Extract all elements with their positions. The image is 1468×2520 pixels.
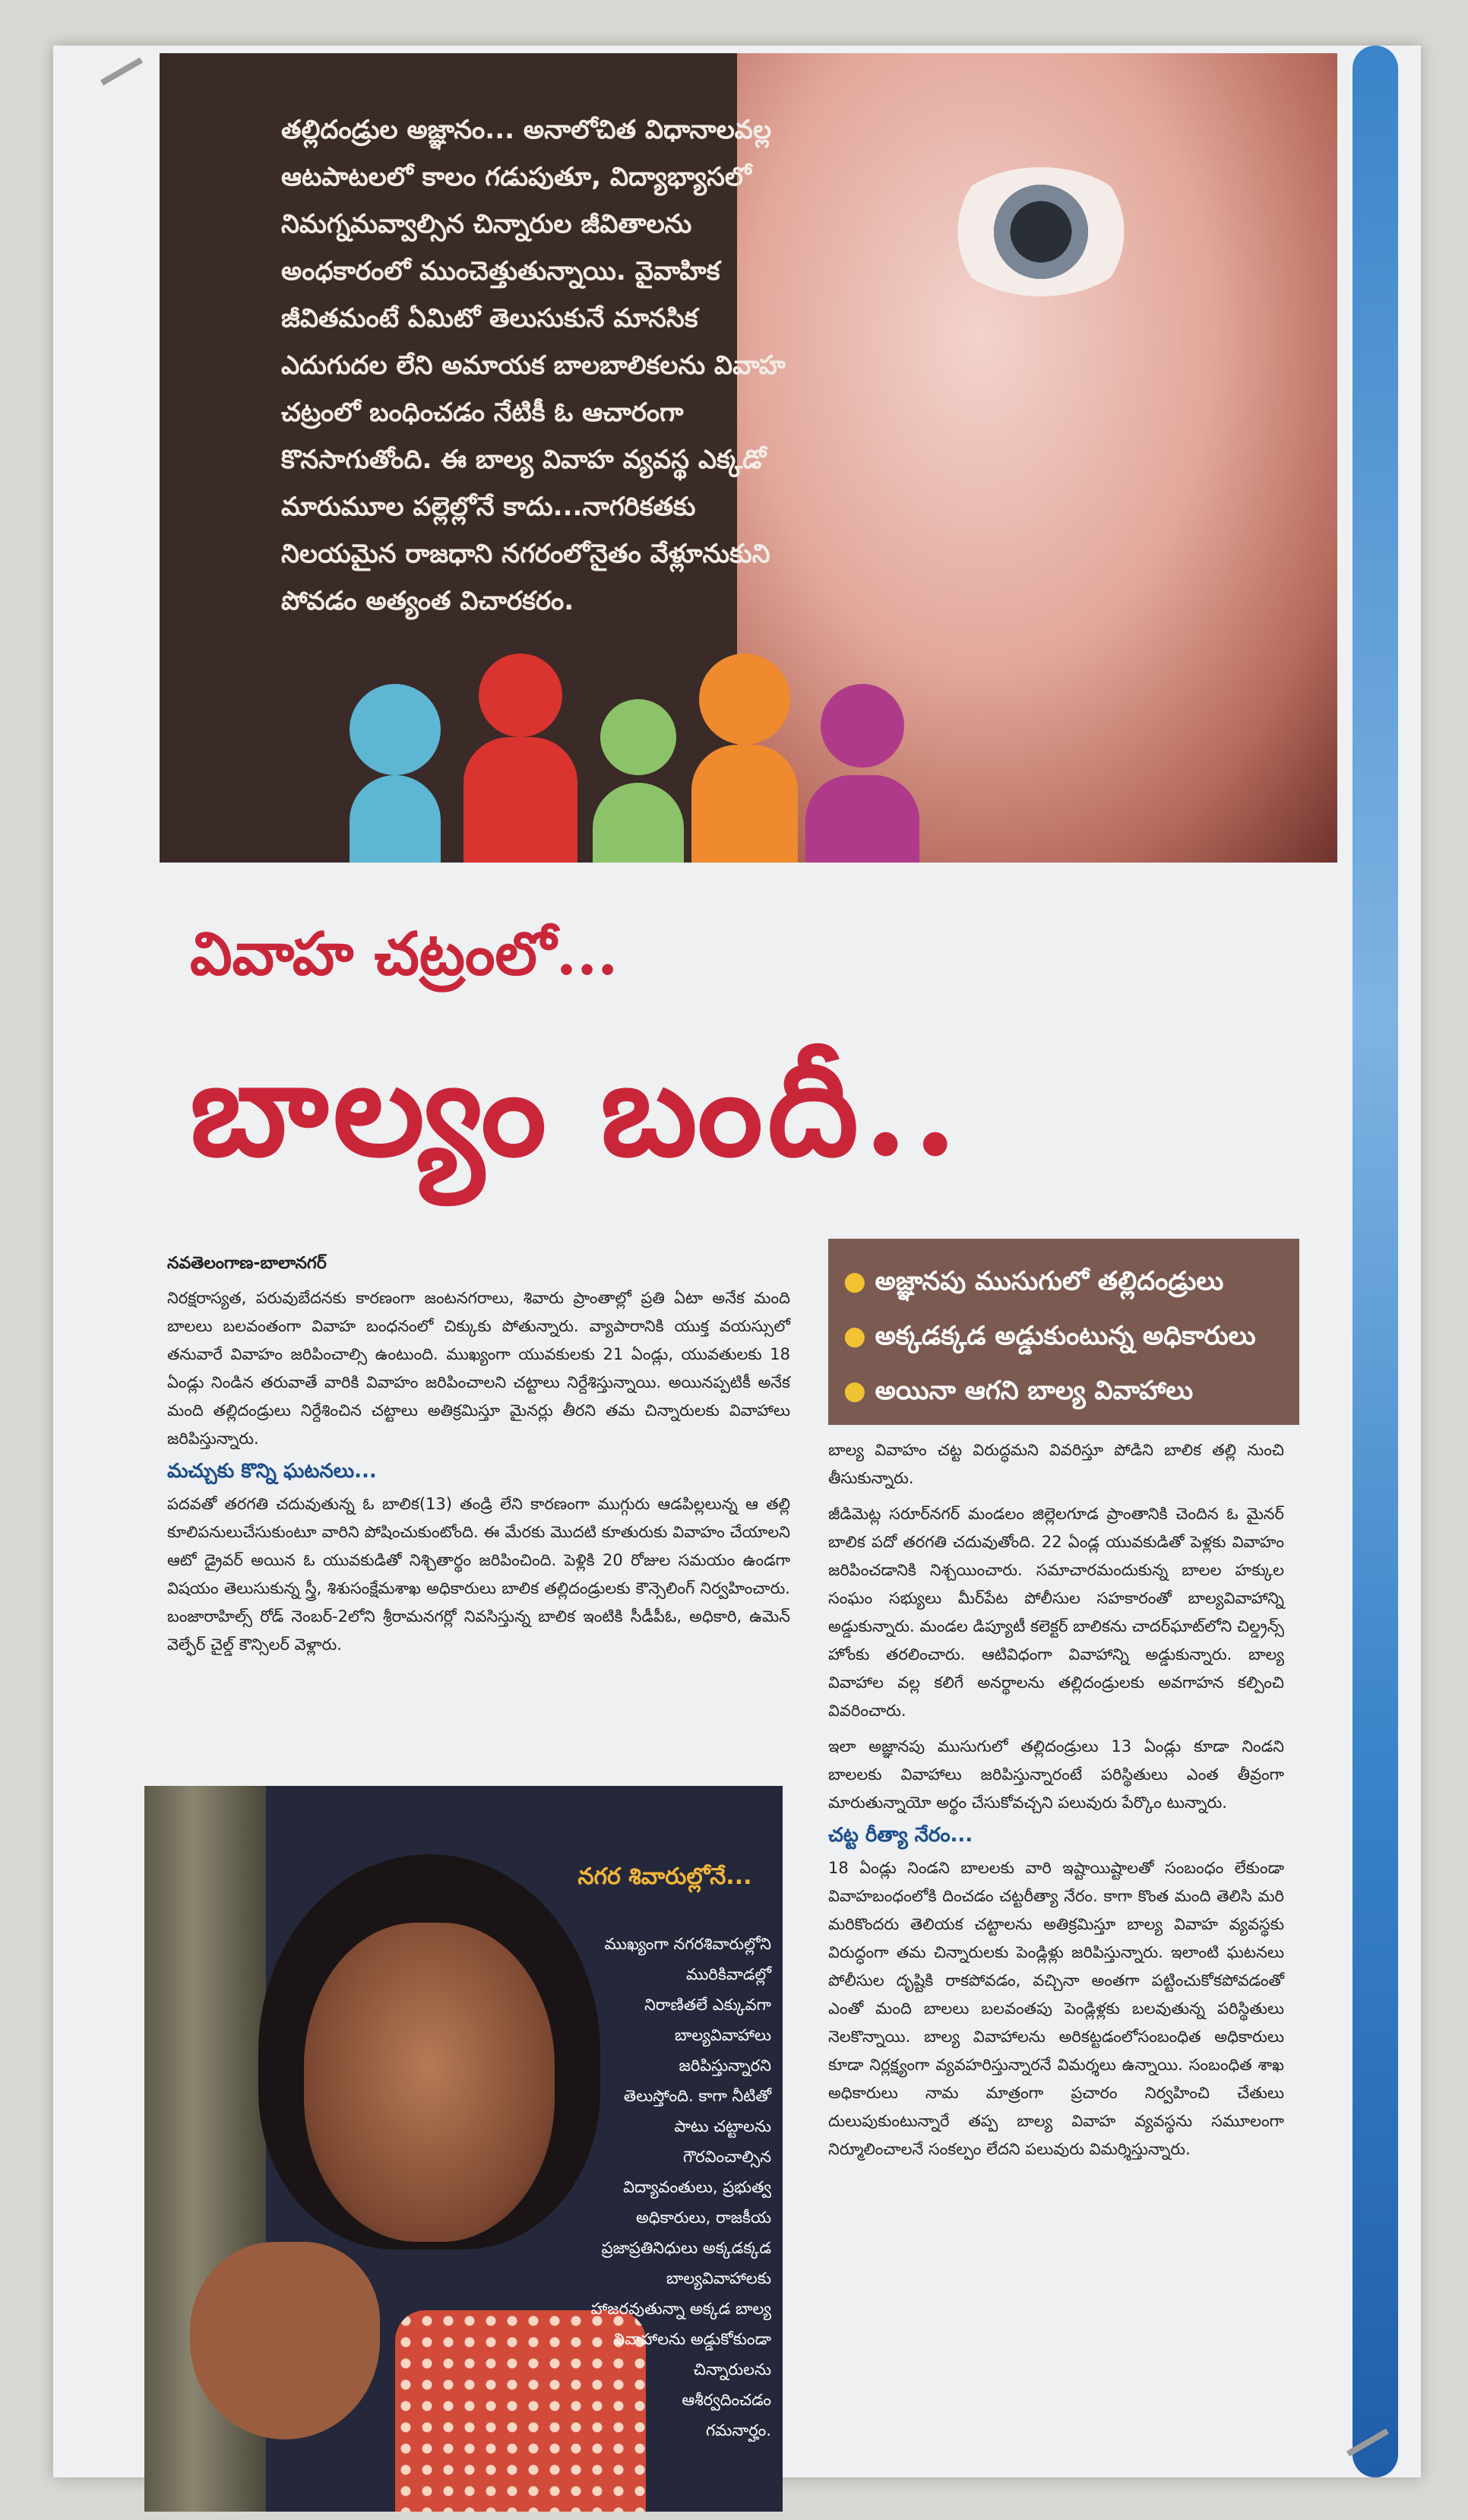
children-illustration: [319, 654, 942, 863]
byline: నవతెలంగాణ-బాలానగర్: [167, 1254, 327, 1273]
photo-box-title: నగర శివారుల్లోనే...: [577, 1863, 752, 1890]
right-para-3: ఇలా అజ్ఞానపు ముసుగులో తల్లిదండ్రులు 13 ఏండ్లు కూడా నిండని బాలలకు వివాహాలు జరిపిస్తున్నారంటే పరిస్థితులు ఎంత తీవ్రంగా మారుతున్నాయో అర్థం చేసుకోవచ్చని పలువురు పేర్కొం టున్నారు.: [828, 1737, 1284, 1812]
bullet-dot-icon: ●: [843, 1321, 866, 1351]
girl-photo: [144, 1786, 783, 2512]
intro-text: తల్లిదండ్రుల అజ్ఞానం... అనాలోచిత విధానాలవల్ల ఆటపాటలలో కాలం గడుపుతూ, విద్యాభ్యాసలో నిమగ్నమవ్వాల్సిన చిన్నారుల జీవితాలను అంధకారంలో ముంచెత్తుతున్నాయి. వైవాహిక జీవితమంటే ఏమిటో తెలుసుకునే మానసిక ఎదుగుదల లేని అమాయక బాలబాలికలను వివాహ చట్రంలో బంధించడం నేటికీ ఓ ఆచారంగా కొనసాగుతోంది. ఈ బాల్య వివాహ వ్యవస్థ ఎక్కడో మారుమూల పల్లెల్లోనే కాదు...నాగరికతకు నిలయమైన రాజధాని నగరంలోనైతం వేళ్లూనుకుని పోవడం అత్యంత విచారకరం.: [281, 115, 786, 616]
left-column: [167, 1284, 790, 1659]
highlight-item: ● అయినా ఆగని బాల్య వివాహాలు: [843, 1376, 1194, 1406]
right-para-1: బాల్య వివాహం చట్ట విరుద్ధమని వివరిస్తూ పోడిని బాలిక తల్లి నుంచి తీసుకున్నారు.: [828, 1441, 1284, 1487]
right-subhead: చట్ట రీత్యా నేరం...: [828, 1824, 973, 1847]
headline-small: వివాహ చట్రంలో...: [190, 920, 619, 989]
right-para-4: 18 ఏండ్లు నిండని బాలలకు వారి ఇష్టాయిష్టాలతో సంబంధం లేకుండా వివాహబంధంలోకి దించడం చట్టరీత్యా నేరం. కాగా కొంత మంది తెలిసి మరి మరికొందరు తెలియక చట్టాలను అతిక్రమిస్తూ బాల్య వివాహ వ్యవస్థకు విరుద్ధంగా తమ చిన్నారులకు పెండ్లిళ్లు జరిపిస్తున్నారు. ఇలాంటి ఘటనలు పోలీసుల దృష్టికి రాకపోవడం, వచ్చినా అంతగా పట్టించుకోకపోవడంతో ఎంతో మంది బాలలు బలవంతపు పెండ్లిళ్లకు బలవుతున్న పరిస్థితులు నెలకొన్నాయి. బాల్య వివాహాలను అరికట్టడంలోసంబంధిత అధికారులు కూడా నిర్లక్ష్యంగా వ్యవహరిస్తున్నారనే విమర్శలు ఉన్నాయి. సంబంధిత శాఖ అధికారులు నామ మాత్రంగా ప్రచారం నిర్వహించి చేతులు దులుపుకుంటున్నారే తప్ప బాల్య వివాహ వ్యవస్థను సమూలంగా నిర్మూలించాలనే సంకల్పం లేదని పలువురు విమర్శిస్తున్నారు.: [828, 1859, 1284, 2158]
right-column: [828, 1436, 1284, 2164]
top-photo: [160, 53, 1337, 863]
left-subhead: మచ్చుకు కొన్ని ఘటనలు...: [167, 1460, 377, 1483]
photo-box-body: ముఖ్యంగా నగరశివారుల్లోని మురికివాడల్లో నిరాణితలే ఎక్కువగా బాల్యవివాహాలు జరిపిస్తున్నారని తెలుస్తోంది. కాగా నీటితో పాటు చట్టాలను గౌరవించాల్సిన విద్యావంతులు, ప్రభుత్వ అధికారులు, రాజకీయ ప్రజాప్రతినిధులు అక్కడక్కడ బాల్యవివాహాలకు హాజరవుతున్నా అక్కడ బాల్య వివాహాలను అడ్డుకోకుండా చిన్నారులను ఆశీర్వదించడం గమనార్హం.: [590, 1935, 771, 2439]
bullet-dot-icon: ●: [843, 1266, 866, 1296]
right-para-2: జీడిమెట్ల సరూర్‌నగర్ మండలం జిల్లెలగూడ ప్రాంతానికి చెందిన ఓ మైనర్ బాలిక పదో తరగతి చదువుతోంది. 22 ఏండ్ల యువకుడితో పెళ్లకు వివాహం జరిపించడానికి నిశ్చయించారు. సమాచారమందుకున్న బాలల హక్కుల సంఘం సభ్యులు మీర్‌పేట పోలీసుల సహకారంతో బాల్యవివాహాన్ని అడ్డుకున్నారు. మండల డిప్యూటీ కలెక్టర్ బాలికను చాదర్‌ఘాట్‌లోని చిల్డ్రన్స్ హోంకు తరలించారు. ఆటివిధంగా వివాహాన్ని అడ్డుకున్నారు. బాల్య వివాహాల వల్ల కలిగే అనర్థాలను తల్లిదండ్రులకు అవగాహన కల్పించి వివరించారు.: [828, 1505, 1284, 1720]
staple-mark: [100, 58, 143, 86]
photo-box-text: [558, 1801, 771, 2476]
blue-curve-decoration: [1353, 46, 1398, 2477]
left-para-2: పదవతో తరగతి చదువుతున్న ఓ బాలిక(13) తండ్రి లేని కారణంగా ముగ్గురు ఆడపిల్లలున్న ఆ తల్లి కూలిపనులుచేసుకుంటూ వారిని పోషించుకుంటోంది. ఈ మేరకు మొదటి కూతురుకు వివాహం చేయాలని ఆటో డ్రైవర్ అయిన ఓ యువకుడితో నిశ్చితార్థం జరిపించింది. పెళ్లికి 20 రోజుల సమయం ఉండగా విషయం తెలుసుకున్న స్త్రీ, శిశుసంక్షేమశాఖ అధికారులు బాలిక తల్లిదండ్రులకు కౌన్సెలింగ్ నిర్వహించారు. బంజారాహిల్స్ రోడ్ నెంబర్-2లోని శ్రీరామనగర్లో నివసిస్తున్న బాలిక ఇంటికి సీడీపీఓ, అధికారి, ఉమెన్ వెల్ఫేర్ చైల్డ్ కౌన్సిలర్ వెళ్లారు.: [167, 1495, 790, 1654]
highlight-item: ● అజ్ఞానపు ముసుగులో తల్లిదండ్రులు: [843, 1266, 1224, 1296]
bullet-dot-icon: ●: [843, 1376, 866, 1406]
eye-image: [942, 167, 1140, 296]
girl-hand-image: [190, 2242, 380, 2439]
newspaper-page: [53, 46, 1421, 2477]
girl-face-image: [304, 1923, 555, 2242]
headline-big: బాల్యం బందీ..: [190, 1034, 963, 1186]
left-para-1: నిరక్షరాస్యత, పరువుబేదనకు కారణంగా జంటనగరాలు, శివారు ప్రాంతాల్లో ప్రతి ఏటా అనేక మంది బాలలు బలవంతంగా వివాహ బంధనంలో చిక్కుకు పోతున్నారు. వ్యాపారానికి యుక్త వయస్సులో తనువారే వివాహం జరిపించాల్సి ఉంటుంది. ముఖ్యంగా యువకులకు 21 ఏండ్లు, యువతులకు 18 ఏండ్లు నిండిన తరువాతే వారికి వివాహం జరిపించాలని చట్టాలు నిర్దేశిస్తున్నాయి. అయినప్పటికీ అనేక మంది తల్లిదండ్రులు నిర్దేశించిన చట్టాలు అతిక్రమిస్తూ మైనర్లు తీరని తమ చిన్నారులకు వివాహాలు జరిపిస్తున్నారు.: [167, 1289, 790, 1448]
highlights-box: [828, 1239, 1299, 1425]
highlight-item: ● అక్కడక్కడ అడ్డుకుంటున్న అధికారులు: [843, 1321, 1256, 1351]
